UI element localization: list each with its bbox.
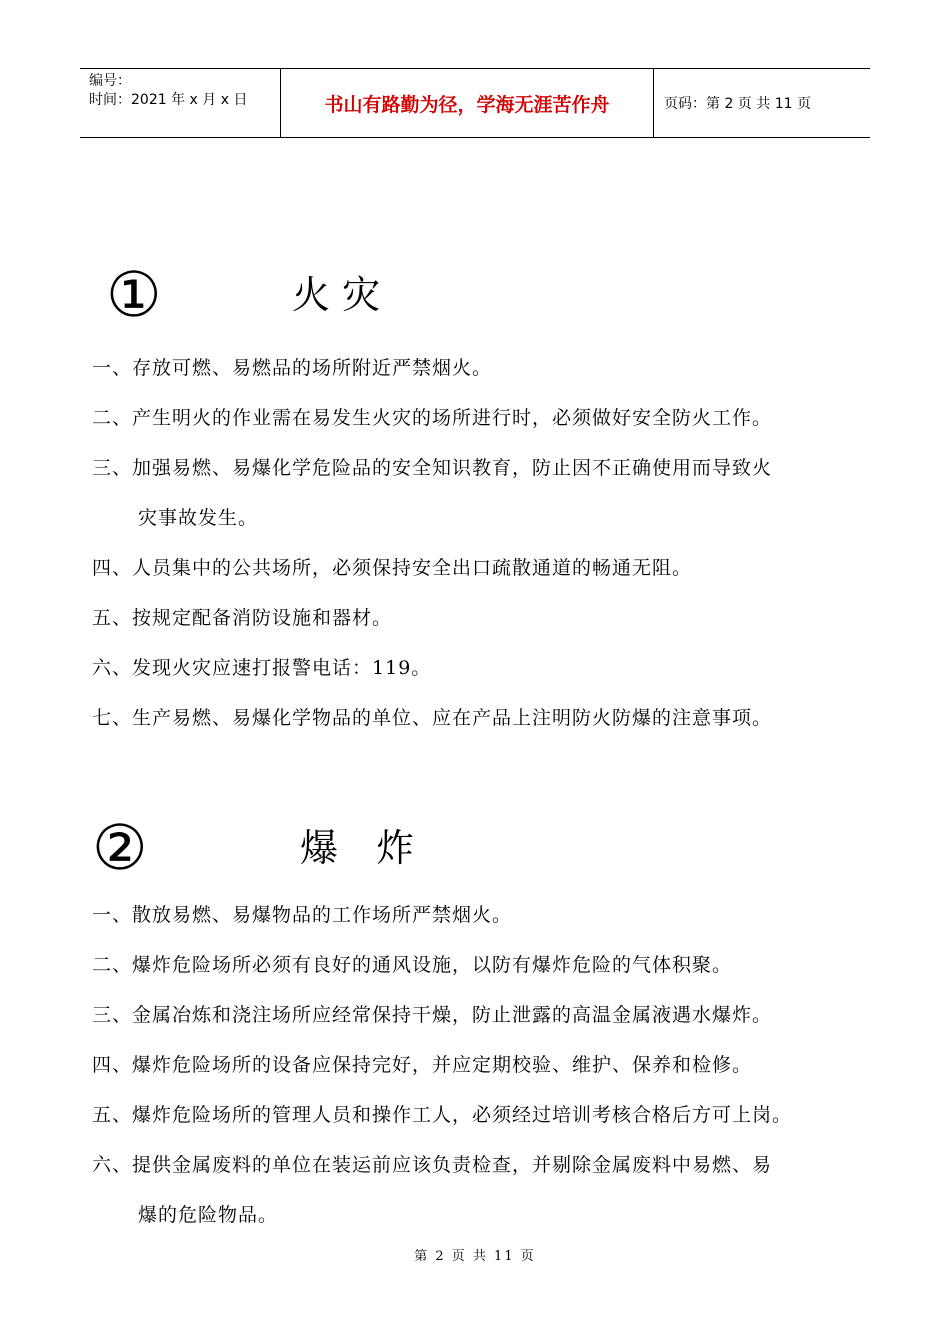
- section-marker: ①: [106, 258, 162, 331]
- section-marker: ②: [92, 811, 148, 884]
- list-item: 七、生产易燃、易爆化学物品的单位、应在产品上注明防火防爆的注意事项。: [92, 707, 773, 729]
- page-header: [80, 68, 870, 138]
- list-item: 三、加强易燃、易爆化学危险品的安全知识教育，防止因不正确使用而导致火: [92, 457, 773, 479]
- list-item: 一、散放易燃、易爆物品的工作场所严禁烟火。: [92, 904, 513, 926]
- section-title: 爆 炸: [300, 826, 415, 870]
- header-meta: [80, 69, 281, 137]
- list-item: 三、金属冶炼和浇注场所应经常保持干燥，防止泄露的高温金属液遇水爆炸。: [92, 1004, 773, 1026]
- list-item: 四、爆炸危险场所的设备应保持完好，并应定期校验、维护、保养和检修。: [92, 1054, 753, 1076]
- list-item: 四、人员集中的公共场所，必须保持安全出口疏散通道的畅通无阻。: [92, 557, 693, 579]
- page-footer: 第 2 页 共 11 页: [414, 1249, 536, 1264]
- list-item: 一、存放可燃、易燃品的场所附近严禁烟火。: [92, 357, 493, 379]
- list-item: 二、爆炸危险场所必须有良好的通风设施，以防有爆炸危险的气体积聚。: [92, 954, 733, 976]
- list-item: 六、提供金属废料的单位在装运前应该负责检查，并剔除金属废料中易燃、易: [92, 1154, 773, 1176]
- section-heading-fire: [0, 260, 950, 340]
- section-heading-explosion: [0, 813, 950, 893]
- list-item: 六、发现火灾应速打报警电话：119。: [92, 657, 432, 679]
- list-item-continuation: 爆的危险物品。: [138, 1204, 279, 1226]
- list-item-continuation: 灾事故发生。: [138, 507, 259, 529]
- list-item: 二、产生明火的作业需在易发生火灾的场所进行时，必须做好安全防火工作。: [92, 407, 773, 429]
- header-page-label: 页码：第 2 页 共 11 页: [664, 96, 811, 112]
- number-label: 编号：: [89, 73, 131, 89]
- list-item: 五、按规定配备消防设施和器材。: [92, 607, 393, 629]
- list-item: 五、爆炸危险场所的管理人员和操作工人，必须经过培训考核合格后方可上岗。: [92, 1104, 793, 1126]
- header-motto: 书山有路勤为径，学海无涯苦作舟: [281, 69, 654, 137]
- section-title: 火 灾: [292, 273, 381, 317]
- time-label: 时间：2021 年 x 月 x 日: [89, 92, 248, 108]
